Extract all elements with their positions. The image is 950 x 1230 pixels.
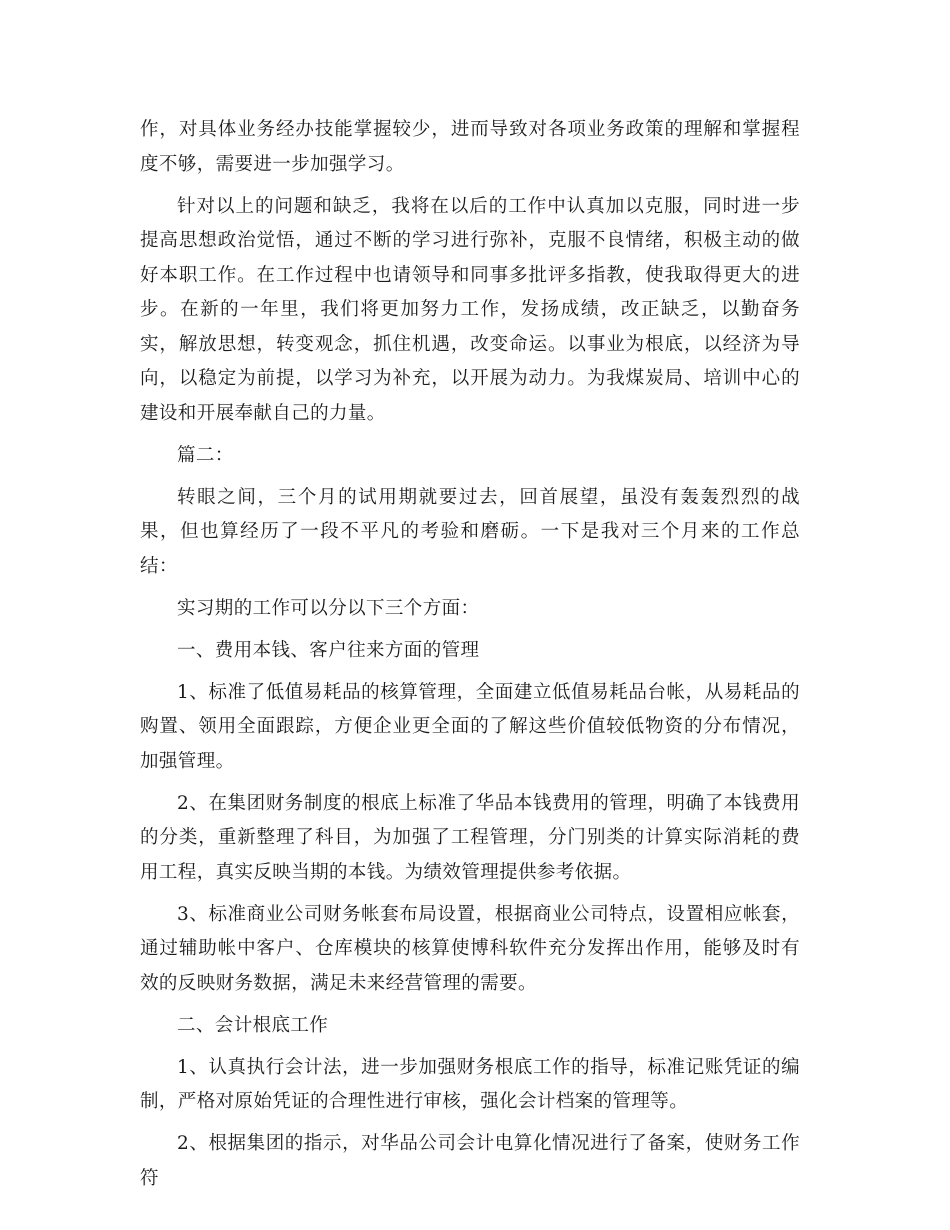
list-item: 2、根据集团的指示，对华品公司会计电算化情况进行了备案，使财务工作符: [140, 1133, 800, 1189]
document-body: [140, 113, 800, 1204]
paragraph-continued: 作，对具体业务经办技能掌握较少，进而导致对各项业务政策的理解和掌握程度不够，需要进一步加强学习。: [140, 119, 800, 175]
list-item: 1、标准了低值易耗品的核算管理，全面建立低值易耗品台帐，从易耗品的购置、领用全面跟踪，方便企业更全面的了解这些价值较低物资的分布情况，加强管理。: [140, 681, 800, 772]
heading-accounting-basics: 二、会计根底工作: [177, 1014, 329, 1036]
heading-cost-management: 一、费用本钱、客户往来方面的管理: [177, 639, 480, 661]
paragraph-improvement-plan: 针对以上的问题和缺乏，我将在以后的工作中认真加以克服，同时进一步提高思想政治觉悟，通过不断的学习进行弥补，克服不良情绪，积极主动的做好本职工作。在工作过程中也请领导和同事多批评多指教，使我取得更大的进步。在新的一年里，我们将更加努力工作，发扬成绩，改正缺乏，以勤奋务实，解放思想，转变观念，抓住机遇，改变命运。以事业为根底，以经济为导向，以稳定为前提，以学习为补充，以开展为动力。为我煤炭局、培训中心的建设和开展奉献自己的力量。: [140, 195, 800, 424]
list-item: 1、认真执行会计法，进一步加强财务根底工作的指导，标准记账凭证的编制，严格对原始凭证的合理性进行审核，强化会计档案的管理等。: [140, 1056, 800, 1112]
paragraph-intro: 转眼之间，三个月的试用期就要过去，回首展望，虽没有轰轰烈烈的战果，但也算经历了一段不平凡的考验和磨砺。一下是我对三个月来的工作总结：: [140, 486, 800, 577]
section-heading: 篇二：: [177, 444, 234, 466]
list-item: 3、标准商业公司财务帐套布局设置，根据商业公司特点，设置相应帐套，通过辅助帐中客户、仓库模块的核算使博科软件充分发挥出作用，能够及时有效的反映财务数据，满足未来经营管理的需要。: [140, 903, 800, 994]
list-item: 2、在集团财务制度的根底上标准了华品本钱费用的管理，明确了本钱费用的分类，重新整理了科目，为加强了工程管理，分门别类的计算实际消耗的费用工程，真实反映当期的本钱。为绩效管理提供参考依据。: [140, 792, 800, 883]
paragraph-intro-aspects: 实习期的工作可以分以下三个方面：: [177, 597, 480, 619]
